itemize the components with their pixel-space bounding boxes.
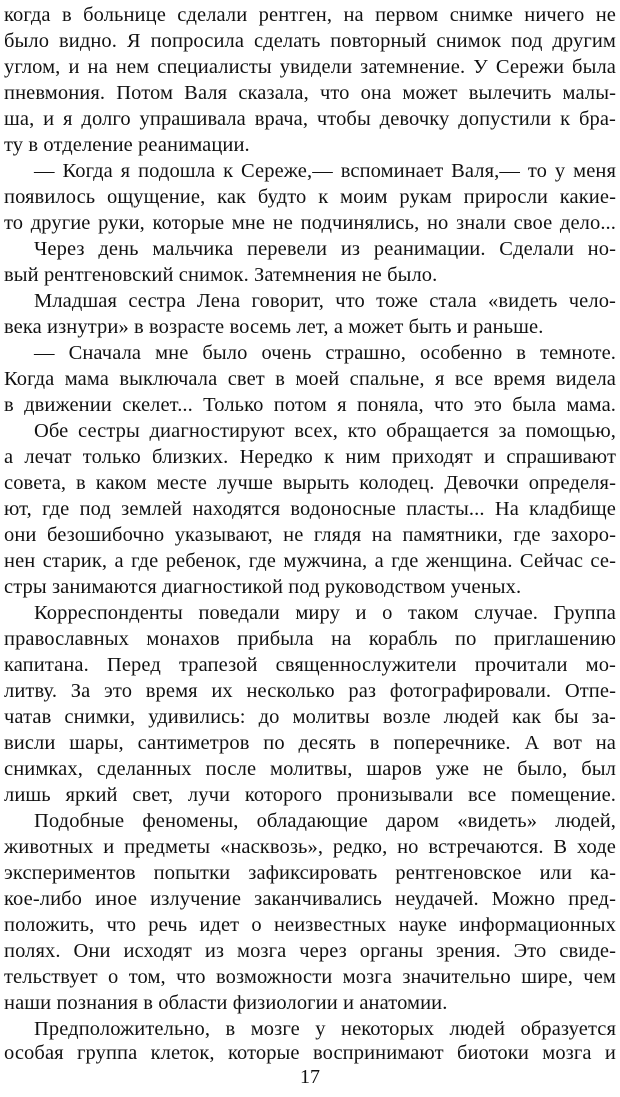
text-line: появилось ощущение, как будто к моим рукам приросли какие- <box>4 186 616 208</box>
text-line: ша, и я долго упрашивала врача, чтобы девочку допустили к бра- <box>4 108 616 130</box>
page-number: 17 <box>300 1066 320 1088</box>
text-line: Когда мама выключала свет в моей спальне, я все время видела <box>4 368 616 390</box>
text-line: Обе сестры диагностируют всех, кто обращается за помощью, <box>34 420 616 442</box>
text-line: Предположительно, в мозге у некоторых людей образуется <box>34 1018 616 1040</box>
text-line: Через день мальчика перевели из реанимации. Сделали но- <box>34 238 616 260</box>
text-line: они безошибочно указывают, не глядя на памятники, где захоро- <box>4 524 616 546</box>
text-line: тельствует о том, что возможности мозга значительно шире, чем <box>4 966 616 988</box>
text-line: вый рентгеновский снимок. Затемнения не было. <box>4 264 438 286</box>
text-line: — Сначала мне было очень страшно, особенно в темноте. <box>34 342 616 364</box>
text-line: положить, что речь идет о неизвестных науке информационных <box>4 914 616 936</box>
text-line: было видно. Я попросила сделать повторный снимок под другим <box>4 30 616 52</box>
text-line: совета, в каком месте лучше вырыть колодец. Девочки определя- <box>4 472 616 494</box>
text-line: когда в больнице сделали рентген, на первом снимке ничего не <box>4 4 616 26</box>
text-line: особая группа клеток, которые воспринимают биотоки мозга и <box>4 1042 616 1064</box>
text-line: капитана. Перед трапезой священнослужители прочитали мо- <box>4 654 616 676</box>
text-line: снимках, сделанных после молитвы, шаров уже не было, был <box>4 758 616 780</box>
text-line: полях. Они исходят из мозга через органы зрения. Это свиде- <box>4 940 616 962</box>
text-line: Корреспонденты поведали миру и о таком случае. Группа <box>34 602 616 624</box>
text-line: стры занимаются диагностикой под руководством ученых. <box>4 576 522 598</box>
text-line: наши познания в области физиологии и анатомии. <box>4 992 448 1014</box>
text-line: ют, где под землей находятся водоносные пласты... На кладбище <box>4 498 616 520</box>
text-line: пневмония. Потом Валя сказала, что она может вылечить малы- <box>4 82 616 104</box>
text-line: то другие руки, которые мне не подчинялись, но знали свое дело... <box>4 212 616 234</box>
text-line: в движении скелет... Только потом я поняла, что это была мама. <box>4 394 616 416</box>
text-line: а лечат только близких. Нередко к ним приходят и спрашивают <box>4 446 616 468</box>
text-line: Младшая сестра Лена говорит, что тоже стала «видеть чело- <box>34 290 616 312</box>
text-line: экспериментов попытки зафиксировать рентгеновское или ка- <box>4 862 616 884</box>
text-line: — Когда я подошла к Сереже,— вспоминает Валя,— то у меня <box>34 160 616 182</box>
text-line: Подобные феномены, обладающие даром «видеть» людей, <box>34 810 616 832</box>
text-line: века изнутри» в возрасте восемь лет, а может быть и раньше. <box>4 316 544 338</box>
text-line: висли шары, сантиметров по десять в поперечнике. А вот на <box>4 732 616 754</box>
text-line: лишь яркий свет, лучи которого пронизывали все помещение. <box>4 784 616 806</box>
text-line: литву. За это время их несколько раз фотографировали. Отпе- <box>4 680 616 702</box>
text-line: кое-либо иное излучение заканчивались неудачей. Можно пред- <box>4 888 616 910</box>
text-line: животных и предметы «насквозь», редко, но встречаются. В ходе <box>4 836 616 858</box>
text-line: православных монахов прибыла на корабль по приглашению <box>4 628 616 650</box>
text-line: чатав снимки, удивились: до молитвы возле людей как бы за- <box>4 706 616 728</box>
text-line: ту в отделение реанимации. <box>4 134 250 156</box>
text-line: нен старик, а где ребенок, где мужчина, а где женщина. Сейчас се- <box>4 550 616 572</box>
text-line: углом, и на нем специалисты увидели затемнение. У Сережи была <box>4 56 616 78</box>
